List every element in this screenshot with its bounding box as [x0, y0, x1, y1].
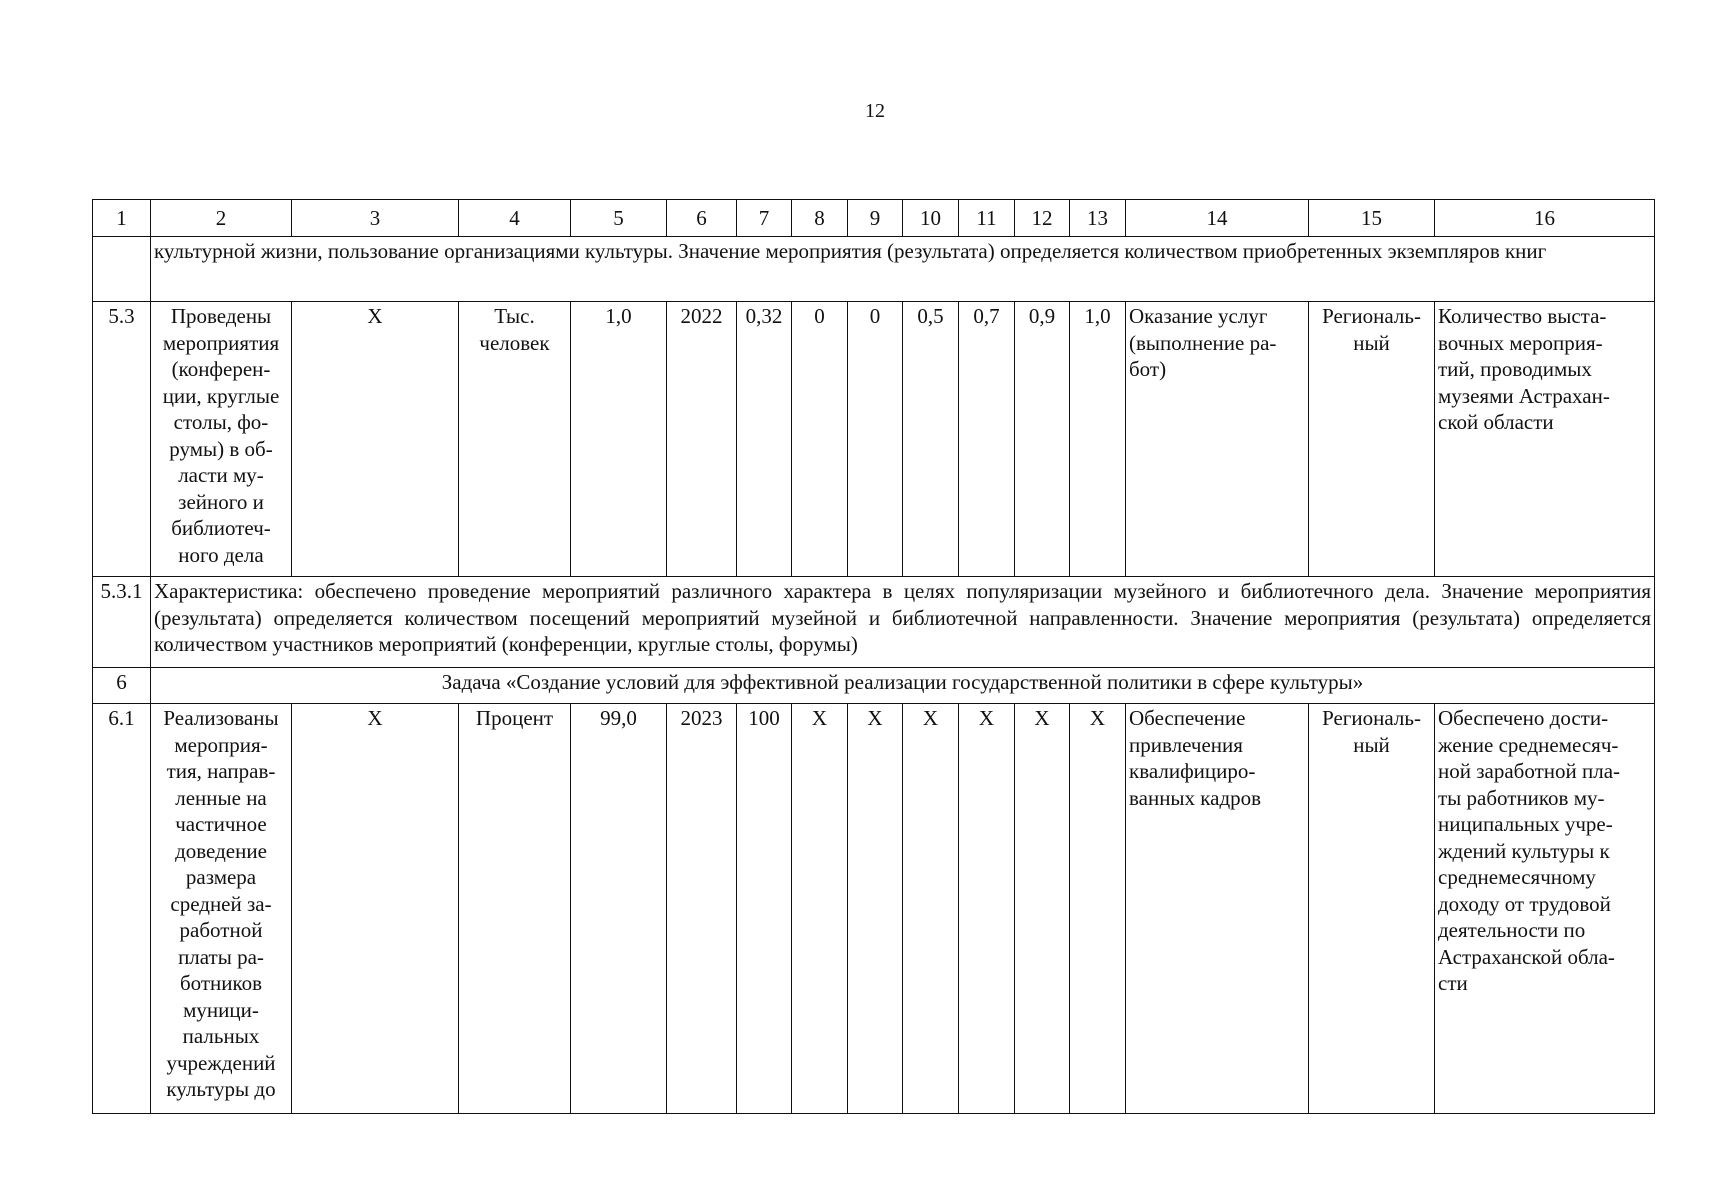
measure-name-line: пальных [182, 1024, 260, 1048]
measure-name-line: средней за- [170, 891, 272, 916]
link-line: ты работников му- [1438, 785, 1605, 810]
header-cell: 8 [792, 200, 848, 237]
type-line: (выполнение ра- [1129, 330, 1277, 355]
value-cell: X [792, 704, 848, 1114]
type-line: бот) [1129, 357, 1167, 381]
type-line: привлечения [1129, 732, 1243, 757]
value-cell: X [848, 704, 903, 1114]
header-cell: 7 [737, 200, 792, 237]
link-line: ной заработной пла- [1438, 759, 1621, 783]
measure-name-line: муници- [183, 997, 259, 1022]
level-line: ный [1353, 732, 1390, 757]
row-number: 6 [93, 668, 151, 704]
measure-name [151, 704, 292, 1114]
link-cell [1435, 704, 1655, 1114]
unit-line: Тыс. [494, 304, 535, 328]
header-cell: 13 [1070, 200, 1126, 237]
link-line: среднемесячному [1438, 865, 1596, 889]
unit-cell [459, 302, 571, 577]
header-cell: 15 [1309, 200, 1435, 237]
header-cell: 4 [459, 200, 571, 237]
value-cell: 0 [792, 302, 848, 577]
header-cell: 10 [903, 200, 959, 237]
header-cell: 6 [667, 200, 737, 237]
measure-name-line: Проведены [170, 304, 272, 328]
link-line: ждений культуры к [1438, 838, 1610, 863]
type-cell [1126, 302, 1309, 577]
header-cell: 3 [292, 200, 459, 237]
header-row [93, 200, 1655, 237]
type-line: Оказание услуг [1129, 304, 1268, 328]
link-line: ниципальных учре- [1438, 812, 1613, 836]
measure-name-line: тия, направ- [166, 759, 276, 783]
measure-name-line: мероприя- [174, 732, 268, 757]
measure-name-line: учреждений [166, 1050, 276, 1075]
level-line: ный [1353, 330, 1390, 355]
continuation-row [93, 237, 1655, 302]
row-number: 6.1 [93, 704, 151, 1114]
measure-name-line: зейного и [178, 489, 264, 514]
table-row-6-1 [93, 704, 1655, 1114]
measure-name-line: частичное [175, 812, 267, 836]
base-value: 99,0 [571, 704, 667, 1114]
table-row-5-3 [93, 302, 1655, 577]
measure-name-line: платы ра- [178, 944, 264, 969]
link-line: Астраханской обла- [1438, 944, 1615, 969]
measure-name-line: размера [185, 865, 257, 889]
base-value: 1,0 [571, 302, 667, 577]
measure-name-line: ции, круглые [162, 383, 280, 408]
link-cell [1435, 302, 1655, 577]
link-line: ской области [1438, 410, 1554, 434]
unit-line: человек [479, 330, 550, 355]
base-year: 2023 [667, 704, 737, 1114]
measure-name-line: Реализованы [163, 706, 279, 730]
col3-mark: X [292, 704, 459, 1114]
link-line: доходу от трудовой [1438, 891, 1611, 916]
header-cell: 14 [1126, 200, 1309, 237]
measure-name [151, 302, 292, 577]
link-line: вочных мероприя- [1438, 330, 1603, 355]
level-line: Региональ- [1322, 304, 1421, 328]
measure-name-line: ботников [179, 971, 263, 995]
measure-name-line: доведение [175, 838, 267, 863]
measure-name-line: ленные на [175, 785, 267, 810]
value-cell: X [1070, 704, 1126, 1114]
measure-name-line: ного дела [178, 542, 264, 567]
measure-name-line: ласти му- [178, 463, 264, 487]
row-number: 5.3.1 [93, 577, 151, 668]
characteristic-text: Характеристика: обеспечено проведение мероприятий различного характера в целях популяризации музейного и библиотечного дела. Значение мероприятия (результата) определяется количеством посещений мероприятий музейной и библиотечной направленности. Значение мероприятия (результата) определяется количеством участников мероприятий (конференции, круглые столы, форумы) [151, 577, 1655, 668]
task-title: Задача «Создание условий для эффективной реализации государственной политики в сфере культуры» [151, 668, 1655, 704]
value-cell: 0,5 [903, 302, 959, 577]
continuation-text: культурной жизни, пользование организациями культуры. Значение мероприятия (результата) определяется количеством приобретенных экземпляров книг [151, 237, 1655, 302]
header-cell: 1 [93, 200, 151, 237]
value-cell: 0 [848, 302, 903, 577]
link-line: музеями Астрахан- [1438, 383, 1610, 408]
value-cell: X [959, 704, 1015, 1114]
page-number: 12 [865, 100, 885, 122]
unit-cell: Процент [459, 704, 571, 1114]
header-cell: 2 [151, 200, 292, 237]
value-cell: X [1015, 704, 1070, 1114]
measures-table [92, 199, 1655, 1114]
type-line: Обеспечение [1129, 706, 1246, 730]
level-cell [1309, 704, 1435, 1114]
link-line: деятельности по [1438, 918, 1586, 942]
header-cell: 5 [571, 200, 667, 237]
measure-name-line: столы, фо- [173, 410, 269, 434]
header-cell: 12 [1015, 200, 1070, 237]
measure-name-line: культуры до [166, 1077, 276, 1101]
header-cell: 11 [959, 200, 1015, 237]
row-number [93, 237, 151, 302]
table-row-5-3-1 [93, 577, 1655, 668]
measure-name-line: (конферен- [171, 357, 271, 381]
value-cell: 100 [737, 704, 792, 1114]
table-row-6 [93, 668, 1655, 704]
link-line: тий, проводимых [1438, 357, 1592, 381]
type-cell [1126, 704, 1309, 1114]
header-cell: 16 [1435, 200, 1655, 237]
measure-name-line: работной [179, 918, 263, 942]
base-year: 2022 [667, 302, 737, 577]
link-line: Количество выста- [1438, 304, 1607, 328]
header-cell: 9 [848, 200, 903, 237]
value-cell: 0,32 [737, 302, 792, 577]
type-line: ванных кадров [1129, 785, 1262, 810]
type-line: квалифициро- [1129, 759, 1256, 783]
level-line: Региональ- [1322, 706, 1421, 730]
link-line: Обеспечено дости- [1438, 706, 1609, 730]
measure-name-line: библиотеч- [171, 516, 271, 540]
measure-name-line: мероприятия [162, 330, 280, 355]
link-line: жение среднемесяч- [1438, 732, 1619, 757]
value-cell: 0,7 [959, 302, 1015, 577]
measure-name-line: румы) в об- [169, 436, 273, 461]
level-cell [1309, 302, 1435, 577]
col3-mark: X [292, 302, 459, 577]
row-number: 5.3 [93, 302, 151, 577]
link-line: сти [1438, 971, 1468, 995]
value-cell: 0,9 [1015, 302, 1070, 577]
value-cell: X [903, 704, 959, 1114]
value-cell: 1,0 [1070, 302, 1126, 577]
